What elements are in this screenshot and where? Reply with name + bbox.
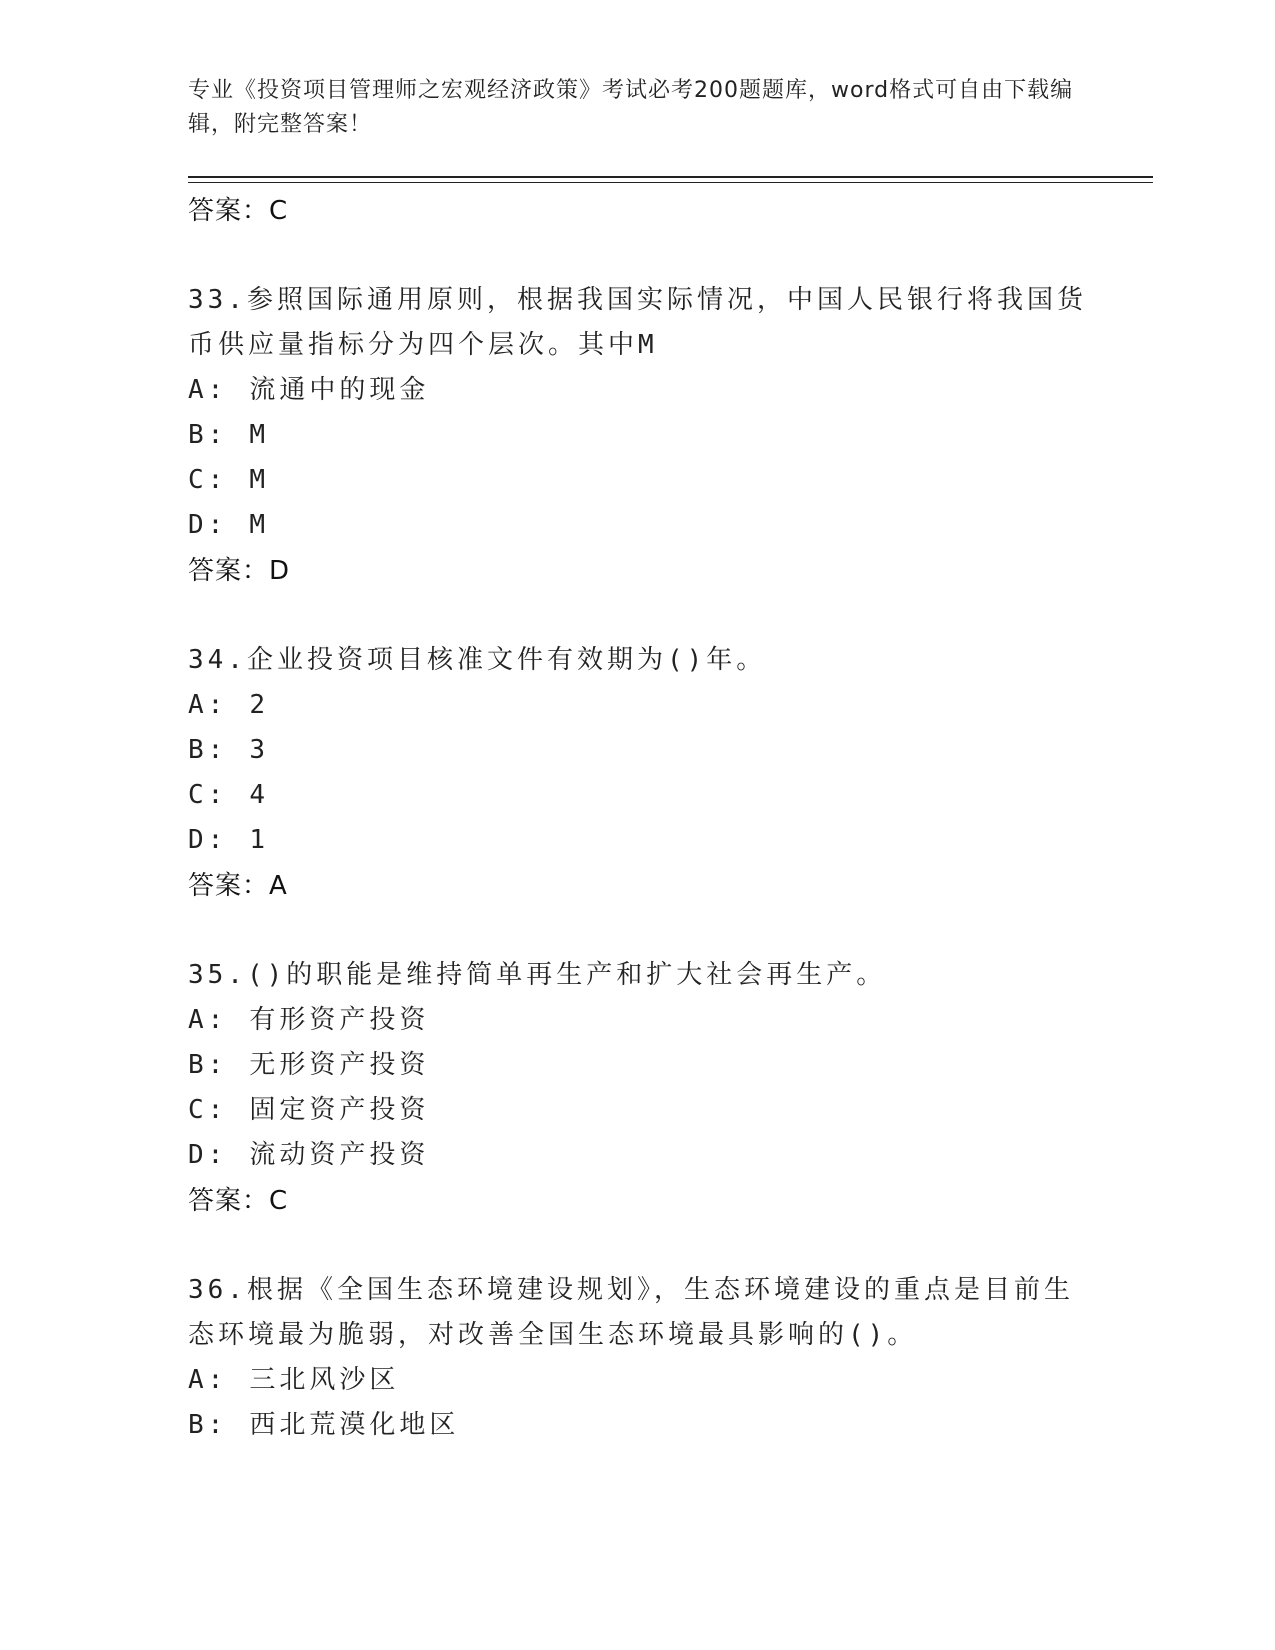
answer-line: 答案：C [188,1186,289,1216]
option-d: D: 1 [188,825,269,855]
option-d: D: M [188,510,269,540]
option-a: A: 流通中的现金 [188,375,430,405]
option-c: C: M [188,465,269,495]
option-c: C: 4 [188,780,269,810]
question-stem: 34.企业投资项目核准文件有效期为()年。 [188,645,767,675]
header-rule-thin [188,182,1153,183]
question-block [188,953,1088,1224]
option-b: B: 3 [188,735,269,765]
answer-line: 答案：A [188,871,288,901]
option-b: B: M [188,420,269,450]
option-b: B: 无形资产投资 [188,1050,430,1080]
option-a: A: 三北风沙区 [188,1365,400,1395]
option-a: A: 有形资产投资 [188,1005,430,1035]
option-c: C: 固定资产投资 [188,1095,430,1125]
question-block [188,638,1088,909]
answer-line: 答案：C [188,196,289,226]
document-header: 专业《投资项目管理师之宏观经济政策》考试必考200题题库，word格式可自由下载编辑，附完整答案！ [188,78,1074,137]
option-a: A: 2 [188,690,269,720]
question-block [188,278,1088,594]
option-d: D: 流动资产投资 [188,1140,430,1170]
question-stem: 35.()的职能是维持简单再生产和扩大社会再生产。 [188,960,887,990]
question-stem: 33.参照国际通用原则，根据我国实际情况，中国人民银行将我国货币供应量指标分为四个层次。其中M [188,285,1087,360]
answer-line: 答案：D [188,556,291,586]
question-stem: 36.根据《全国生态环境建设规划》，生态环境建设的重点是目前生态环境最为脆弱，对改善全国生态环境最具影响的()。 [188,1275,1074,1350]
option-b: B: 西北荒漠化地区 [188,1410,460,1440]
header-rule-thick [188,176,1153,178]
question-block [188,1268,1088,1448]
question-list [188,188,1088,1448]
